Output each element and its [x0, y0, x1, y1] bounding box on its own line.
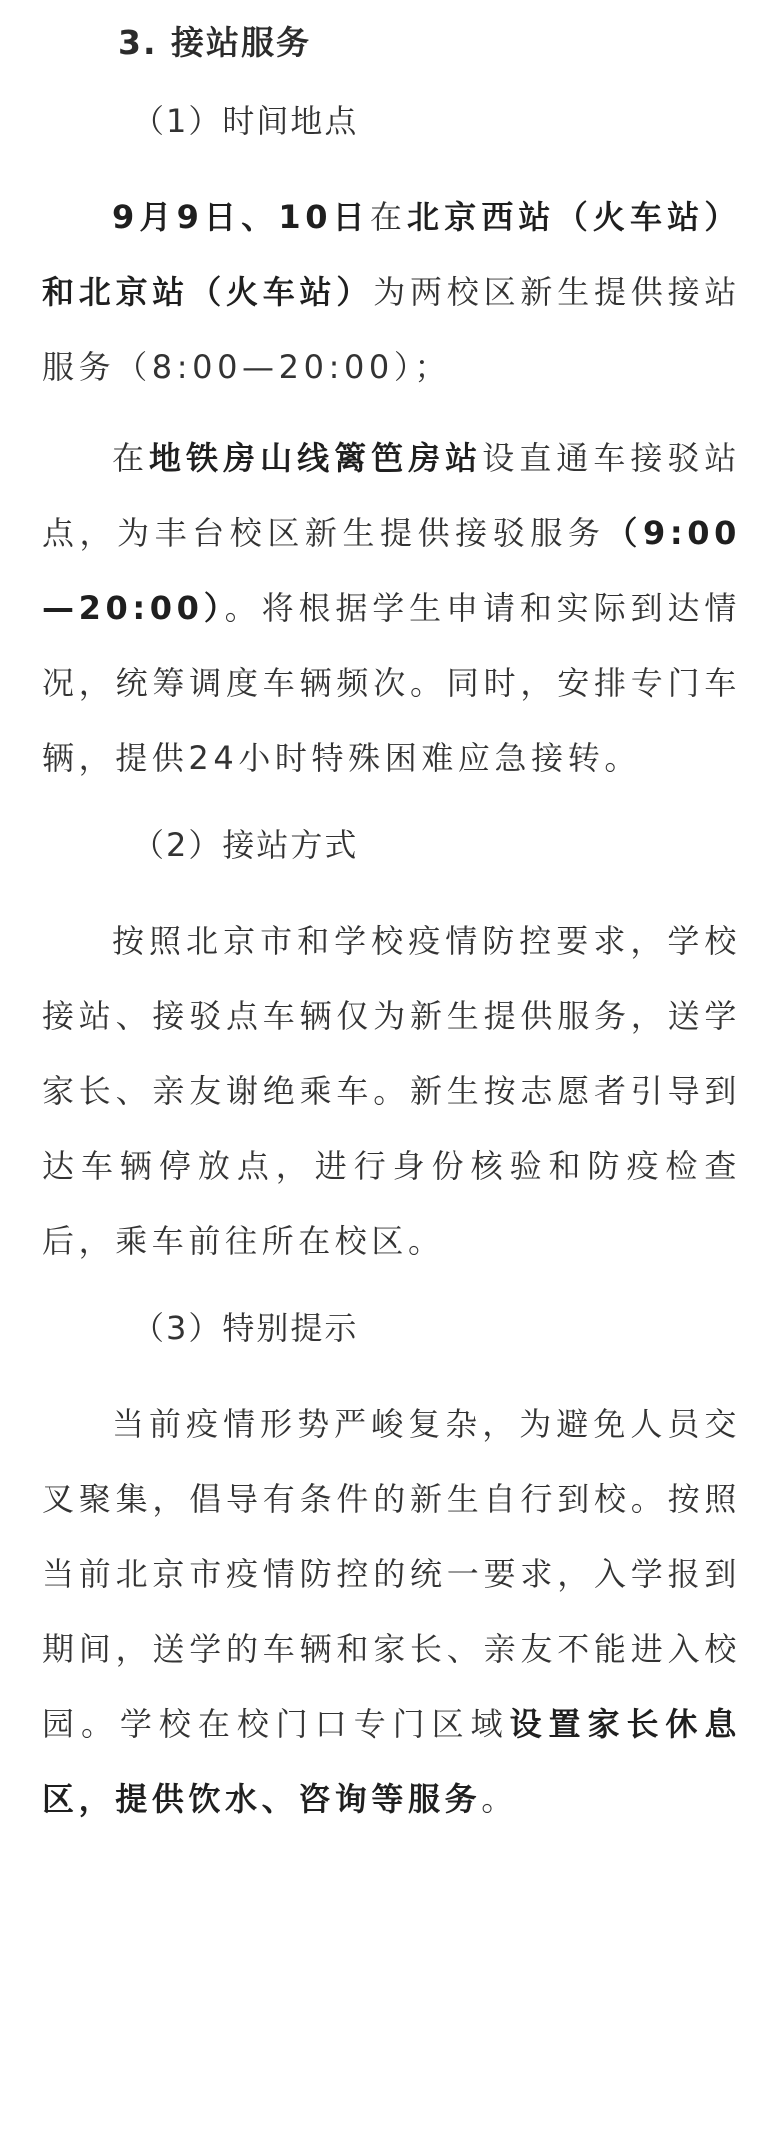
text-segment: 在	[112, 439, 150, 477]
text-segment: 为两校区新生提供接站服务（8:00—20:00）；	[42, 273, 741, 386]
subheading-time-location: （1）时间地点	[132, 102, 359, 140]
text-segment: 。	[481, 1780, 518, 1818]
bold-parent-rest-area: 设置家长休息区，提供饮水、咨询等服务	[42, 1705, 741, 1818]
paragraph-shuttle-point	[42, 421, 741, 796]
bold-subway-station: 地铁房山线篱笆房站	[149, 439, 483, 477]
bold-stations: 北京西站（火车站）和北京站（火车站）	[42, 198, 741, 311]
subheading-special-notice: （3）特别提示	[132, 1309, 359, 1347]
text-segment: 在	[369, 198, 408, 236]
text-segment: 当前疫情形势严峻复杂，为避免人员交叉聚集，倡导有条件的新生自行到校。按照当前北京市疫情防控的统一要求，入学报到期间，送学的车辆和家长、亲友不能进入校园。学校在校门口专门区域	[42, 1405, 741, 1743]
text-segment: 。将根据学生申请和实际到达情况，统筹调度车辆频次。同时，安排专门车辆，提供24小时特殊困难应急接转。	[42, 589, 741, 777]
paragraph-pickup-method	[42, 904, 741, 1279]
bold-shuttle-hours: （9:00—20:00）	[42, 514, 741, 627]
text-segment: 设直通车接驳站点，为丰台校区新生提供接驳服务	[42, 439, 741, 552]
text-segment: 按照北京市和学校疫情防控要求，学校接站、接驳点车辆仅为新生提供服务，送学家长、亲友谢绝乘车。新生按志愿者引导到达车辆停放点，进行身份核验和防疫检查后，乘车前往所在校区。	[42, 922, 741, 1260]
paragraph-station-pickup	[42, 180, 741, 405]
bold-dates: 9月9日、10日	[112, 198, 370, 236]
subheading-pickup-method: （2）接站方式	[132, 826, 359, 864]
paragraph-special-notice	[42, 1387, 741, 1837]
section-title: 3. 接站服务	[118, 23, 311, 62]
